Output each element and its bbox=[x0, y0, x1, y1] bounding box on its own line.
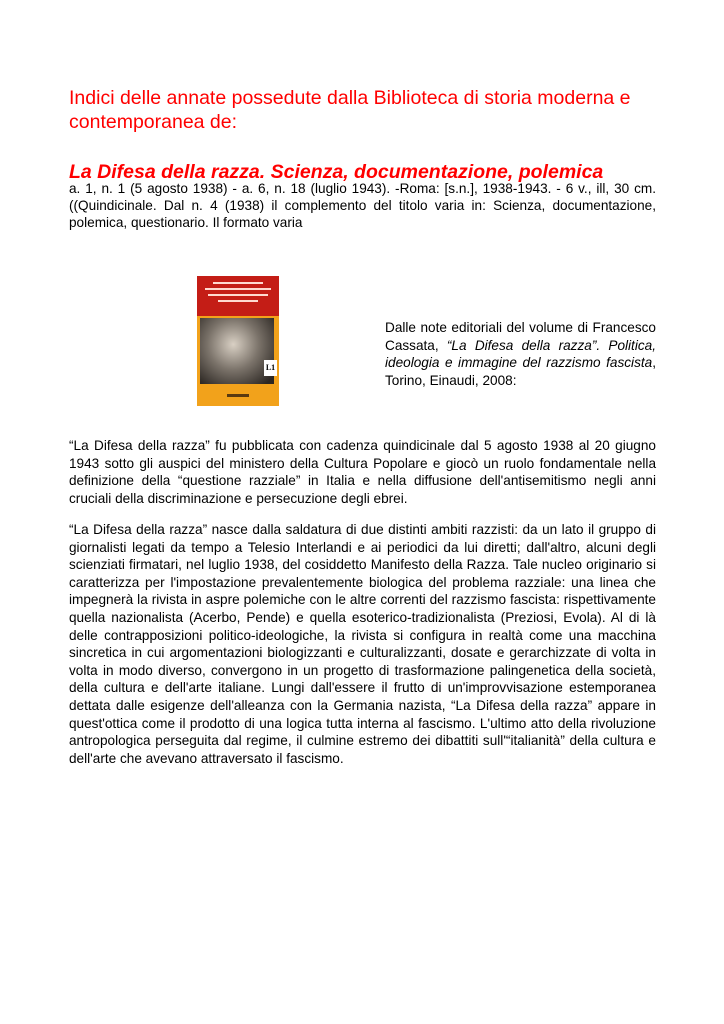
image-caption bbox=[385, 319, 656, 389]
caption-book-title: “La Difesa della razza”. Politica, ideologia e immagine del razzismo fascista bbox=[385, 337, 656, 371]
book-cover-image bbox=[197, 276, 279, 406]
caption-prefix: Dalle note editoriali del volume di Francesco Cassata, bbox=[385, 320, 656, 353]
bibliographic-note: a. 1, n. 1 (5 agosto 1938) - a. 6, n. 18 (luglio 1943). -Roma: [s.n.], 1938-1943. - 6 v., ill, 30 cm. ((Quindicinale. Dal n. 4 (1938) il complemento del titolo varia in: Scienza, documentazione, polemica, questionario. Il formato varia bbox=[69, 181, 656, 231]
cover-series-badge: L1 bbox=[264, 360, 277, 376]
body-paragraph: “La Difesa della razza” fu pubblicata con cadenza quindicinale dal 5 agosto 1938 al 20 giugno 1943 sotto gli auspici del ministero della Cultura Popolare e giocò un ruolo fondamentale nella definizione della “questione razziale” in Italia e nella diffusione dell'antisemitismo negli anni cruciali della discriminazione e persecuzione degli ebrei. bbox=[69, 438, 656, 506]
journal-title: La Difesa della razza. Scienza, documentazione, polemica bbox=[69, 161, 604, 183]
cover-title-lettering bbox=[205, 282, 271, 306]
page-heading: Indici delle annate possedute dalla Biblioteca di storia moderna e contemporanea de: bbox=[69, 87, 631, 133]
cover-publisher-mark bbox=[227, 394, 249, 397]
cover-portrait-photo bbox=[200, 318, 274, 384]
body-paragraph: “La Difesa della razza” nasce dalla saldatura di due distinti ambiti razzisti: da un lato il gruppo di giornalisti legati da tempo a Telesio Interlandi e ai periodici da lui diretti; dall'altro, alcuni degli scienziati firmatari, nel luglio 1938, del cosiddetto Manifesto della Razza. Tale nucleo originario si caratterizza per l'impostazione prevalentemente biologica del problema razziale: una linea che impegnerà la rivista in aspre polemiche con le altre correnti del razzismo fascista: rispettivamente quella nazionalista (Acerbo, Pende) e quella esoterico-tradizionalista (Preziosi, Evola). Al di là delle contrapposizioni politico-ideologiche, la rivista si configura in realtà come una macchina sincretica in cui argomentazioni biologizzanti e culturalizzanti, dosate e gerarchizzate di volta in volta in modo diverso, convergono in un progetto di trasformazione palingenetica della società, della cultura e dell'arte italiane. Lungi dall'essere il frutto di un'improvvisazione estemporanea dettata dalle esigenze dell'alleanza con la Germania nazista, “La Difesa della razza” appare in quest'ottica come il prodotto di una logica tutta interna al fascismo. L'ultimo atto della rivoluzione antropologica perseguita dal regime, il culmine estremo dei dibattiti sull'“italianità” della cultura e dell'arte che avevano attraversato il fascismo. bbox=[69, 522, 656, 766]
caption-suffix: , Torino, Einaudi, 2008: bbox=[385, 355, 656, 388]
